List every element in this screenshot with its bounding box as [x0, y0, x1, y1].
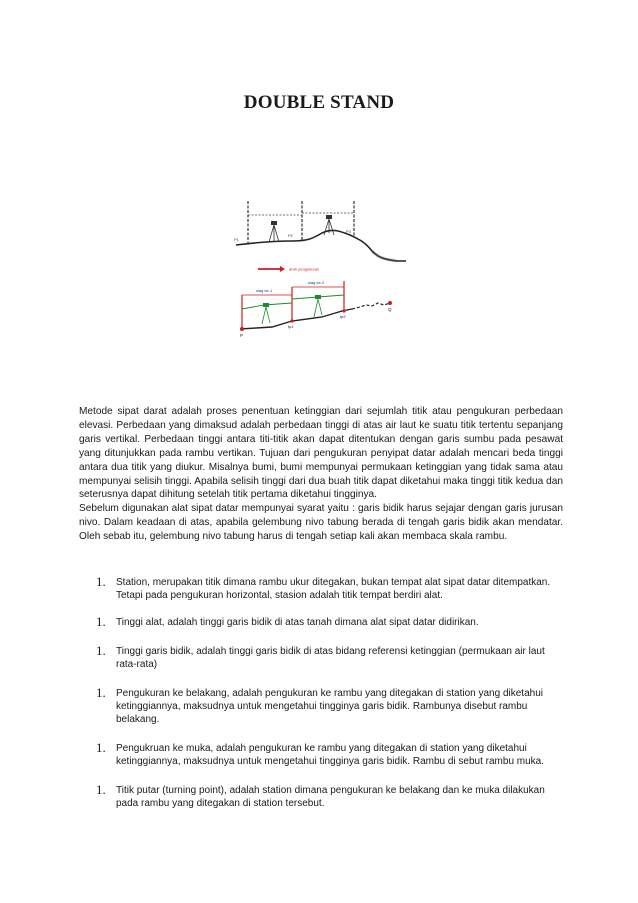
figure-top-label: P1 — [234, 237, 239, 242]
list-item — [96, 616, 566, 629]
terrain-profile-diagram — [234, 201, 406, 261]
paragraph: Metode sipat darat adalah proses penentuan ketinggian dari sejumlah titik atau pengukuran perbedaan elevasi. Perbedaan yang dimaksud adalah perbedaan tinggi di atas air laut ke suatu titik tertentu sepanjang garis vertikal. Perbedaan tinggi antara titi-titik akan dapat ditentukan dengan garis sumbu pada pesawat yang ditunjukkan pada rambu vertikan. Tujuan dari pengukuran penyipat datar adalah mencari beda tinggi antara dua titik yang diukur. Misalnya bumi, bumi mempunyai permukaan ketinggian yang tidak sama atau mempunyai selisih tinggi. Apabila selisih tinggi dari dua buah titik dapat diketahui maka tinggi titik kedua dan seterusnya dapat dihitung setelah titik pertama diketahui tingginya. — [79, 406, 563, 501]
list-text: Pengukruan ke muka, adalah pengukuran ke rambu yang ditegakan di station yang diketahui ketinggiannya, maksudnya untuk mengetahui tingginya garis bidik. Rambu di sebut rambu muka. — [116, 743, 545, 767]
body-text — [79, 405, 563, 544]
point-label: tp2 — [340, 314, 346, 319]
list-number: 1. — [96, 740, 106, 755]
point-label: Q — [388, 307, 392, 312]
leveling-slag-diagram — [240, 280, 392, 338]
list-item — [96, 687, 566, 726]
list-text: Station, merupakan titik dimana rambu ukur ditegakan, bukan tempat alat sipat datar ditempatkan. Tetapi pada pengukuran horizontal, stasion adalah titik tempat berdiri alat. — [116, 577, 551, 601]
tripod-icon — [314, 295, 322, 317]
tripod-icon — [262, 303, 270, 324]
point-label: P — [240, 333, 244, 338]
list-text: Tinggi garis bidik, adalah tinggi garis bidik di atas bidang referensi ketinggian (permukaan air laut rata-rata) — [116, 646, 545, 670]
list-text: Titik putar (turning point), adalah station dimana pengukuran ke belakang dan ke muka dilakukan pada rambu yang ditegakan di station tersebut. — [116, 785, 545, 809]
document-title: DOUBLE STAND — [243, 92, 395, 113]
tripod-icon — [269, 221, 279, 242]
slag-label: slag ke-2 — [308, 280, 325, 285]
list-number: 1. — [96, 782, 106, 797]
list-item — [96, 645, 566, 671]
arrow-label: arah pengukuran — [289, 266, 320, 272]
list-number: 1. — [96, 574, 106, 589]
survey-diagram-figure — [232, 195, 408, 341]
list-item — [96, 576, 566, 602]
paragraph: Sebelum digunakan alat sipat datar mempunyai syarat yaitu : garis bidik harus sejajar dengan garis jurusan nivo. Dalam keadaan di atas, apabila gelembung nivo tabung berada di tengah garis bidik akan mendatar. Oleh sebab itu, gelembung nivo tabung harus di tengah setiap kali akan membaca skala rambu. — [79, 503, 563, 543]
list-number: 1. — [96, 643, 106, 658]
slag-label: slag ke-1 — [256, 288, 273, 293]
figure-top-label: P2 — [288, 233, 293, 238]
list-text: Tinggi alat, adalah tinggi garis bidik di atas tanah dimana alat sipat datar didirikan. — [116, 617, 479, 628]
list-item — [96, 742, 566, 768]
list-number: 1. — [96, 614, 106, 629]
list-item — [96, 784, 566, 810]
figure-top-label: P3 — [346, 229, 351, 234]
direction-arrow — [258, 266, 319, 272]
point-label: tp1 — [288, 324, 294, 329]
list-text: Pengukuran ke belakang, adalah pengukuran ke rambu yang ditegakan di station yang diketahui ketinggiannya, maksudnya untuk mengetahui tingginya garis bidik. Rambunya disebut rambu belakang. — [116, 688, 543, 725]
definition-list — [96, 576, 566, 810]
list-number: 1. — [96, 685, 106, 700]
